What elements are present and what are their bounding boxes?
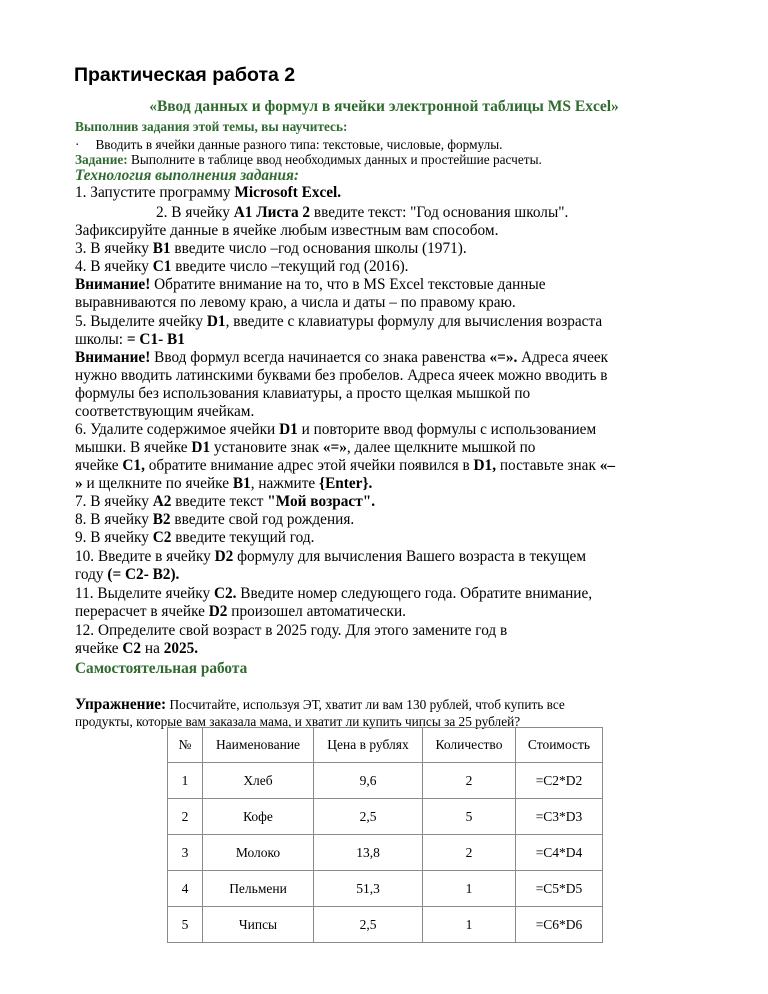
step-bold: D2 bbox=[214, 548, 234, 565]
table-cell: 2,5 bbox=[314, 907, 423, 943]
table-cell: Молоко bbox=[203, 835, 314, 871]
step-8 bbox=[75, 511, 354, 529]
step-text: 6. Удалите содержимое ячейки bbox=[75, 421, 280, 438]
table-cell: 1 bbox=[423, 871, 516, 907]
table-cell: =C2*D2 bbox=[516, 763, 603, 799]
step-text: Введите номер следующего года. Обратите внимание, bbox=[236, 585, 593, 602]
step-text: обратите внимание адрес этой ячейки появился в bbox=[144, 457, 474, 474]
step-bold: D1 bbox=[191, 439, 211, 456]
step-text: произошел автоматически. bbox=[227, 603, 406, 620]
exercise-line bbox=[75, 696, 565, 714]
attention-text: Обратите внимание на то, что в MS Excel текстовые данные bbox=[150, 276, 546, 293]
table-row bbox=[168, 907, 603, 943]
products-table bbox=[167, 727, 603, 943]
table-cell: 1 bbox=[423, 907, 516, 943]
table-cell: 2 bbox=[423, 835, 516, 871]
step-text: 2. В ячейку bbox=[156, 204, 234, 221]
step-text: 7. В ячейку bbox=[75, 493, 153, 510]
task-label: Задание: bbox=[75, 152, 128, 167]
step-text: введите текст: "Год основания школы". bbox=[310, 204, 569, 221]
step-text: ячейке bbox=[75, 457, 123, 474]
table-cell: Хлеб bbox=[203, 763, 314, 799]
step-bold: 2025. bbox=[163, 640, 199, 657]
step-text: на bbox=[141, 640, 164, 657]
step-2-cont: Зафиксируйте данные в ячейке любым известным вам способом. bbox=[75, 222, 499, 239]
column-header: Количество bbox=[423, 728, 516, 763]
step-6 bbox=[75, 421, 596, 439]
table-cell: =C4*D4 bbox=[516, 835, 603, 871]
step-bold: A1 Листа 2 bbox=[233, 204, 311, 221]
exercise-line-2: продукты, которые вам заказала мама, и хватит ли купить чипсы за 25 рублей? bbox=[75, 714, 521, 729]
table-row bbox=[168, 835, 603, 871]
step-text: , далее щелкните мышкой по bbox=[346, 439, 536, 456]
step-bold: A2 bbox=[152, 493, 172, 510]
step-bold: C2. bbox=[213, 585, 237, 602]
step-bold: Microsoft Excel. bbox=[234, 184, 342, 201]
table-cell: Чипсы bbox=[203, 907, 314, 943]
step-text: поставьте знак bbox=[496, 457, 600, 474]
step-text: школы: bbox=[75, 331, 127, 348]
step-text: введите текущий год. bbox=[171, 529, 315, 546]
step-12: 12. Определите свой возраст в 2025 году. Для этого замените год в bbox=[75, 622, 508, 639]
step-4 bbox=[75, 258, 409, 276]
step-text: 5. Выделите ячейку bbox=[75, 313, 207, 330]
step-text: 11. Выделите ячейку bbox=[75, 585, 214, 602]
step-bold: B2 bbox=[152, 511, 171, 528]
step-2 bbox=[156, 204, 568, 222]
step-6-cont-3 bbox=[75, 475, 372, 493]
table-cell: =C5*D5 bbox=[516, 871, 603, 907]
step-text: году bbox=[75, 566, 108, 583]
attention-text: Адреса ячеек bbox=[517, 349, 609, 366]
column-header: Наименование bbox=[203, 728, 314, 763]
step-text: введите свой год рождения. bbox=[170, 511, 355, 528]
step-11 bbox=[75, 585, 592, 603]
attention-2-cont-2: формулы без использования клавиатуры, а просто щелкая мышкой по bbox=[75, 385, 531, 402]
table-cell: Пельмени bbox=[203, 871, 314, 907]
table-cell: 5 bbox=[423, 799, 516, 835]
page-title: Практическая работа 2 bbox=[74, 64, 296, 86]
attention-2 bbox=[75, 349, 608, 367]
exercise-label: Упражнение: bbox=[75, 696, 167, 713]
step-text: формулу для вычисления Вашего возраста в текущем bbox=[233, 548, 587, 565]
attention-text: Ввод формул всегда начинается со знака равенства bbox=[150, 349, 490, 366]
step-7 bbox=[75, 493, 375, 511]
step-bold: D2 bbox=[208, 603, 228, 620]
step-bold: D1 bbox=[279, 421, 298, 438]
learn-bullet-text: Вводить в ячейки данные разного типа: текстовые, числовые, формулы. bbox=[95, 137, 503, 152]
step-text: 8. В ячейку bbox=[75, 511, 153, 528]
step-10 bbox=[75, 548, 586, 566]
table-cell: Кофе bbox=[203, 799, 314, 835]
step-text: 9. В ячейку bbox=[75, 529, 153, 546]
column-header: Цена в рублях bbox=[314, 728, 423, 763]
step-12-cont bbox=[75, 640, 198, 658]
step-11-cont bbox=[75, 603, 406, 621]
attention-label: Внимание! bbox=[75, 349, 151, 366]
step-3 bbox=[75, 240, 467, 258]
step-text: перерасчет в ячейке bbox=[75, 603, 209, 620]
step-bold: «=». bbox=[489, 349, 518, 366]
step-10-cont bbox=[75, 566, 179, 584]
step-bold: C1, bbox=[122, 457, 145, 474]
step-bold: C2 bbox=[122, 640, 142, 657]
step-bold: » bbox=[75, 475, 83, 492]
table-cell: 2 bbox=[168, 799, 203, 835]
attention-1 bbox=[75, 276, 546, 294]
step-bold: B1 bbox=[232, 475, 251, 492]
column-header: Стоимость bbox=[516, 728, 603, 763]
table-cell: =C6*D6 bbox=[516, 907, 603, 943]
table-cell: 2,5 bbox=[314, 799, 423, 835]
step-text: 1. Запустите программу bbox=[75, 184, 235, 201]
exercise-text: Посчитайте, используя ЭТ, хватит ли вам 130 рублей, чтоб купить все bbox=[166, 697, 565, 712]
step-text: установите знак bbox=[210, 439, 323, 456]
step-bold: "Мой возраст". bbox=[267, 493, 376, 510]
attention-1-cont: выравниваются по левому краю, а числа и даты – по правому краю. bbox=[75, 294, 516, 311]
attention-2-cont-1: нужно вводить латинскими буквами без пробелов. Адреса ячеек можно вводить в bbox=[75, 367, 608, 384]
step-1 bbox=[75, 184, 341, 202]
step-bold: D1, bbox=[473, 457, 497, 474]
step-text: 4. В ячейку bbox=[75, 258, 153, 275]
self-work-heading: Самостоятельная работа bbox=[75, 660, 248, 677]
table-row bbox=[168, 763, 603, 799]
table-row bbox=[168, 871, 603, 907]
table-cell: =C3*D3 bbox=[516, 799, 603, 835]
table-cell: 4 bbox=[168, 871, 203, 907]
step-bold: C2 bbox=[152, 529, 172, 546]
step-bold: D1 bbox=[206, 313, 226, 330]
document-subtitle: «Ввод данных и формул в ячейки электронной таблицы MS Excel» bbox=[149, 98, 619, 115]
tech-heading: Технология выполнения задания: bbox=[75, 167, 300, 184]
step-5 bbox=[75, 313, 602, 331]
learn-heading: Выполнив задания этой темы, вы научитесь: bbox=[75, 119, 348, 134]
step-bold: «=» bbox=[322, 439, 347, 456]
step-6-cont-2 bbox=[75, 457, 615, 475]
step-bold: (= C2- B2). bbox=[107, 566, 180, 583]
step-text: введите число –текущий год (2016). bbox=[171, 258, 409, 275]
step-5-cont bbox=[75, 331, 185, 349]
step-text: и щелкните по ячейке bbox=[82, 475, 233, 492]
step-bold: C1 bbox=[152, 258, 172, 275]
table-cell: 5 bbox=[168, 907, 203, 943]
column-header: № bbox=[168, 728, 203, 763]
step-9 bbox=[75, 529, 314, 547]
step-text: 10. Введите в ячейку bbox=[75, 548, 215, 565]
step-bold: {Enter}. bbox=[319, 475, 373, 492]
attention-label: Внимание! bbox=[75, 276, 151, 293]
step-bold: = C1- B1 bbox=[126, 331, 185, 348]
table-cell: 9,6 bbox=[314, 763, 423, 799]
step-text: и повторите ввод формулы с использованием bbox=[297, 421, 597, 438]
step-text: 3. В ячейку bbox=[75, 240, 153, 257]
table-cell: 3 bbox=[168, 835, 203, 871]
step-text: введите текст bbox=[171, 493, 268, 510]
table-cell: 51,3 bbox=[314, 871, 423, 907]
attention-2-cont-3: соответствующим ячейкам. bbox=[75, 403, 255, 420]
step-bold: «– bbox=[599, 457, 616, 474]
bullet-mark: · bbox=[75, 137, 80, 152]
table-cell: 2 bbox=[423, 763, 516, 799]
table-row bbox=[168, 799, 603, 835]
table-cell: 1 bbox=[168, 763, 203, 799]
table-cell: 13,8 bbox=[314, 835, 423, 871]
step-bold: B1 bbox=[152, 240, 171, 257]
step-6-cont-1 bbox=[75, 439, 535, 457]
step-text: введите число –год основания школы (1971). bbox=[170, 240, 467, 257]
task-text: Выполните в таблице ввод необходимых данных и простейшие расчеты. bbox=[127, 152, 542, 167]
table-header-row bbox=[168, 728, 603, 763]
step-text: мышки. В ячейке bbox=[75, 439, 192, 456]
step-text: , введите с клавиатуры формулу для вычисления возраста bbox=[225, 313, 603, 330]
step-text: ячейке bbox=[75, 640, 123, 657]
step-text: , нажмите bbox=[250, 475, 320, 492]
